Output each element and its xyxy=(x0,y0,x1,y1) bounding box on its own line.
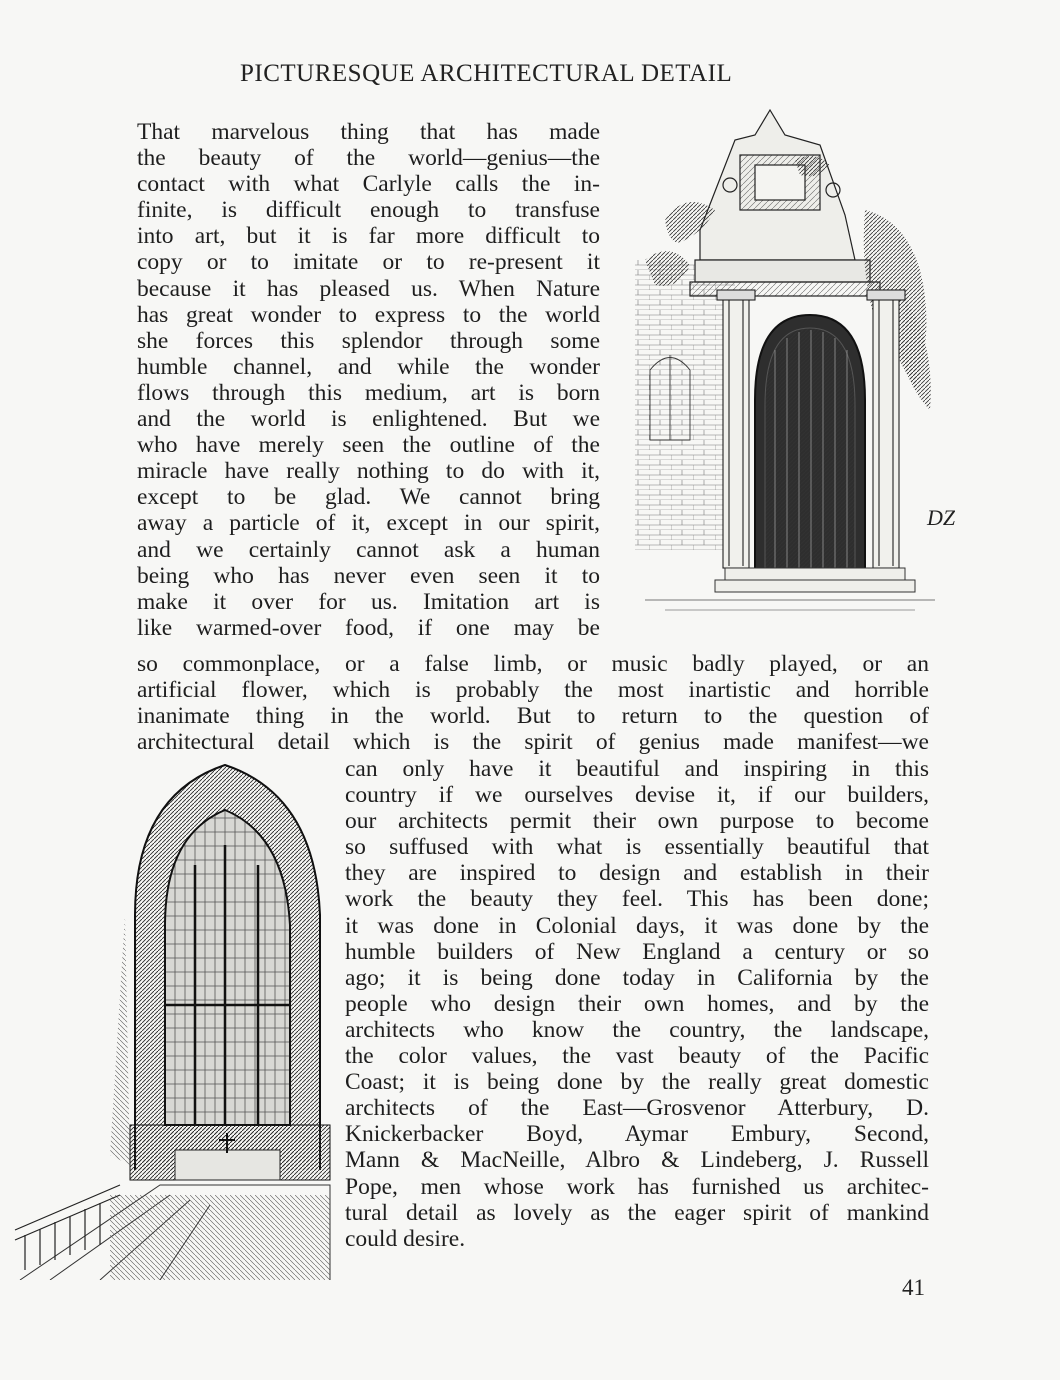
altar xyxy=(130,1125,330,1180)
body-text-full-width xyxy=(137,651,929,755)
text-line: tural detail as lovely as the eager spirit of mankind xyxy=(345,1199,929,1226)
text-line: architects who know the country, the landscape, xyxy=(345,1016,929,1043)
text-line: because it has pleased us. When Nature xyxy=(137,275,600,302)
text-line: and the world is enlightened. But we xyxy=(137,406,600,433)
text-line: flows through this medium, art is born xyxy=(137,379,600,406)
text-line: could desire. xyxy=(345,1225,466,1252)
page-title: PICTURESQUE ARCHITECTURAL DETAIL xyxy=(240,60,733,87)
text-line: people who design their own homes, and by the xyxy=(345,990,929,1017)
text-line: like warmed-over food, if one may be xyxy=(137,614,600,641)
chapel-window-illustration xyxy=(10,755,340,1280)
nave-floor xyxy=(20,1185,330,1280)
text-line: Pope, men whose work has furnished us architec- xyxy=(345,1173,929,1200)
text-line: it was done in Colonial days, it was done by the xyxy=(345,912,929,939)
page-number: 41 xyxy=(902,1275,925,1300)
text-line: can only have it beautiful and inspiring in this xyxy=(345,756,929,782)
text-line: Mann & MacNeille, Albro & Lindeberg, J. Russell xyxy=(345,1147,929,1174)
altar-rail xyxy=(15,1185,120,1270)
text-line: Knickerbacker Boyd, Aymar Embury, Second, xyxy=(345,1121,929,1148)
text-line: work the beauty they feel. This has been done; xyxy=(345,886,929,913)
text-line: miracle have really nothing to do with it, xyxy=(137,458,600,485)
iron-gate xyxy=(755,315,865,570)
text-line: architectural detail which is the spirit of genius made manifest—we xyxy=(137,729,929,756)
text-line: who have merely seen the outline of the xyxy=(137,432,600,459)
text-line: the color values, the vast beauty of the Pacific xyxy=(345,1043,929,1070)
text-line: so suffused with what is essentially beautiful that xyxy=(345,834,929,861)
text-line: contact with what Carlyle calls the in- xyxy=(137,171,600,198)
wall-shading xyxy=(110,915,130,1165)
steps xyxy=(645,568,935,610)
body-text-column-bottom xyxy=(345,756,929,1252)
text-line: our architects permit their own purpose to become xyxy=(345,808,929,835)
stained-glass-window xyxy=(165,810,290,1125)
text-line: artificial flower, which is probably the most inartistic and horrible xyxy=(137,677,929,704)
text-line: the beauty of the world—genius—the xyxy=(137,145,600,172)
text-line: being who has never even seen it to xyxy=(137,562,600,589)
text-line: so commonplace, or a false limb, or music badly played, or an xyxy=(137,651,929,677)
text-line: except to be glad. We cannot bring xyxy=(137,484,600,511)
text-line: finite, is difficult enough to transfuse xyxy=(137,197,600,224)
text-line: has great wonder to express to the world xyxy=(137,301,600,328)
text-line: humble channel, and while the wonder xyxy=(137,353,600,380)
text-line: she forces this splendor through some xyxy=(137,327,600,354)
artist-signature: DZ xyxy=(927,505,955,530)
text-line: That marvelous thing that has made xyxy=(137,119,600,145)
body-text-column-top xyxy=(137,119,600,641)
text-line: away a particle of it, except in our spirit, xyxy=(137,510,600,537)
text-line: architects of the East—Grosvenor Atterbury, D. xyxy=(345,1095,929,1122)
pediment xyxy=(690,110,880,296)
text-line: they are inspired to design and establish in their xyxy=(345,860,929,887)
text-line: Coast; it is being done by the really great domestic xyxy=(345,1069,929,1096)
text-line: make it over for us. Imitation art is xyxy=(137,588,600,615)
text-line: and we certainly cannot ask a human xyxy=(137,536,600,563)
text-line: copy or to imitate or to re-present it xyxy=(137,249,600,276)
text-line: humble builders of New England a century or so xyxy=(345,938,929,965)
text-line: country if we ourselves devise it, if our builders, xyxy=(345,782,929,809)
doorway-illustration xyxy=(605,100,955,645)
text-line: ago; it is being done today in California by the xyxy=(345,964,929,991)
text-line: into art, but it is far more difficult to xyxy=(137,223,600,250)
text-line: inanimate thing in the world. But to return to the question of xyxy=(137,703,929,730)
